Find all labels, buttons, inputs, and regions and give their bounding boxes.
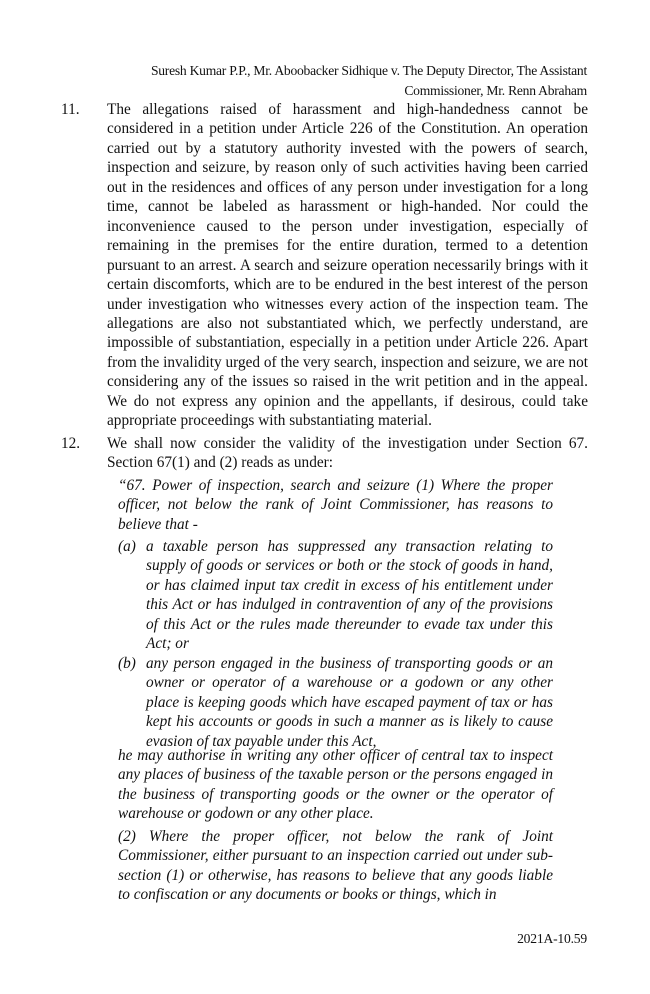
paragraph-text: The allegations raised of harassment and high-handedness cannot be considered in a petition under Article 226 of the Constitution. An operation carried out by a statutory authority invested with the powers of search, inspection and seizure, by reason only of such activities having been carried out in the residences and offices of any person under investigation for a long time, cannot be labeled as harassment or high-handed. Nor could the inconvenience caused to the person under investigation, especially of remaining in the premises for the entire duration, termed to a detention pursuant to an arrest. A search and seizure operation necessarily brings with it certain discomforts, which are to be endured in the best interest of the person under investigation who witnesses every action of the inspection team. The allegations are also not substantiated which, we perfectly understand, are impossible of substantiation, especially in a petition under Article 226. Apart from the invalidity urged of the very search, inspection and seizure, we are not considering any of the issues so raised in the writ petition and in the appeal. We do not express any opinion and the appellants, if desirous, could take appropriate proceedings with substantiating material. [107, 101, 588, 430]
paragraph-text: We shall now consider the validity of the investigation under Section 67. Section 67(1) and (2) reads as under: [107, 435, 588, 472]
clause-label: (a) [118, 538, 136, 555]
paragraph-11 [61, 100, 588, 431]
statute-quote-conclusion: he may authorise in writing any other officer of central tax to inspect any places of business of the taxable person or the persons engaged in the business of transporting goods or the owner or the operator of warehouse or godown or any other place. [118, 747, 553, 823]
case-title-header [67, 61, 587, 100]
clause-text: a taxable person has suppressed any transaction relating to supply of goods or services or both or the stock of goods in hand, or has claimed input tax credit in excess of his entitlement under this Act or has indulged in contravention of any of the provisions of this Act or the rules made thereunder to evade tax under this Act; or [146, 538, 553, 653]
paragraph-number: 12. [61, 435, 81, 452]
clause-label: (b) [118, 655, 136, 672]
statute-subsection-2: (2) Where the proper officer, not below the rank of Joint Commissioner, either pursuant to an inspection carried out under sub-section (1) or otherwise, has reasons to believe that any goods liable to confiscation or any documents or books or things, which in [118, 828, 553, 904]
statute-quote-intro: “67. Power of inspection, search and seizure (1) Where the proper officer, not below the rank of Joint Commissioner, has reasons to believe that - [118, 477, 553, 533]
page-reference: 2021A-10.59 [517, 931, 587, 946]
case-title-line-2: Commissioner, Mr. Renn Abraham [404, 82, 587, 98]
statute-clause-b [118, 654, 553, 751]
paragraph-12 [61, 434, 588, 473]
statute-clause-a [118, 537, 553, 654]
clause-text: any person engaged in the business of transporting goods or an owner or operator of a warehouse or a godown or any other place is keeping goods which have escaped payment of tax or has kept his accounts or goods in such a manner as is likely to cause evasion of tax payable under this Act, [146, 655, 553, 750]
paragraph-number: 11. [61, 101, 80, 118]
case-title-line-1: Suresh Kumar P.P., Mr. Aboobacker Sidhique v. The Deputy Director, The Assistant [150, 63, 587, 78]
